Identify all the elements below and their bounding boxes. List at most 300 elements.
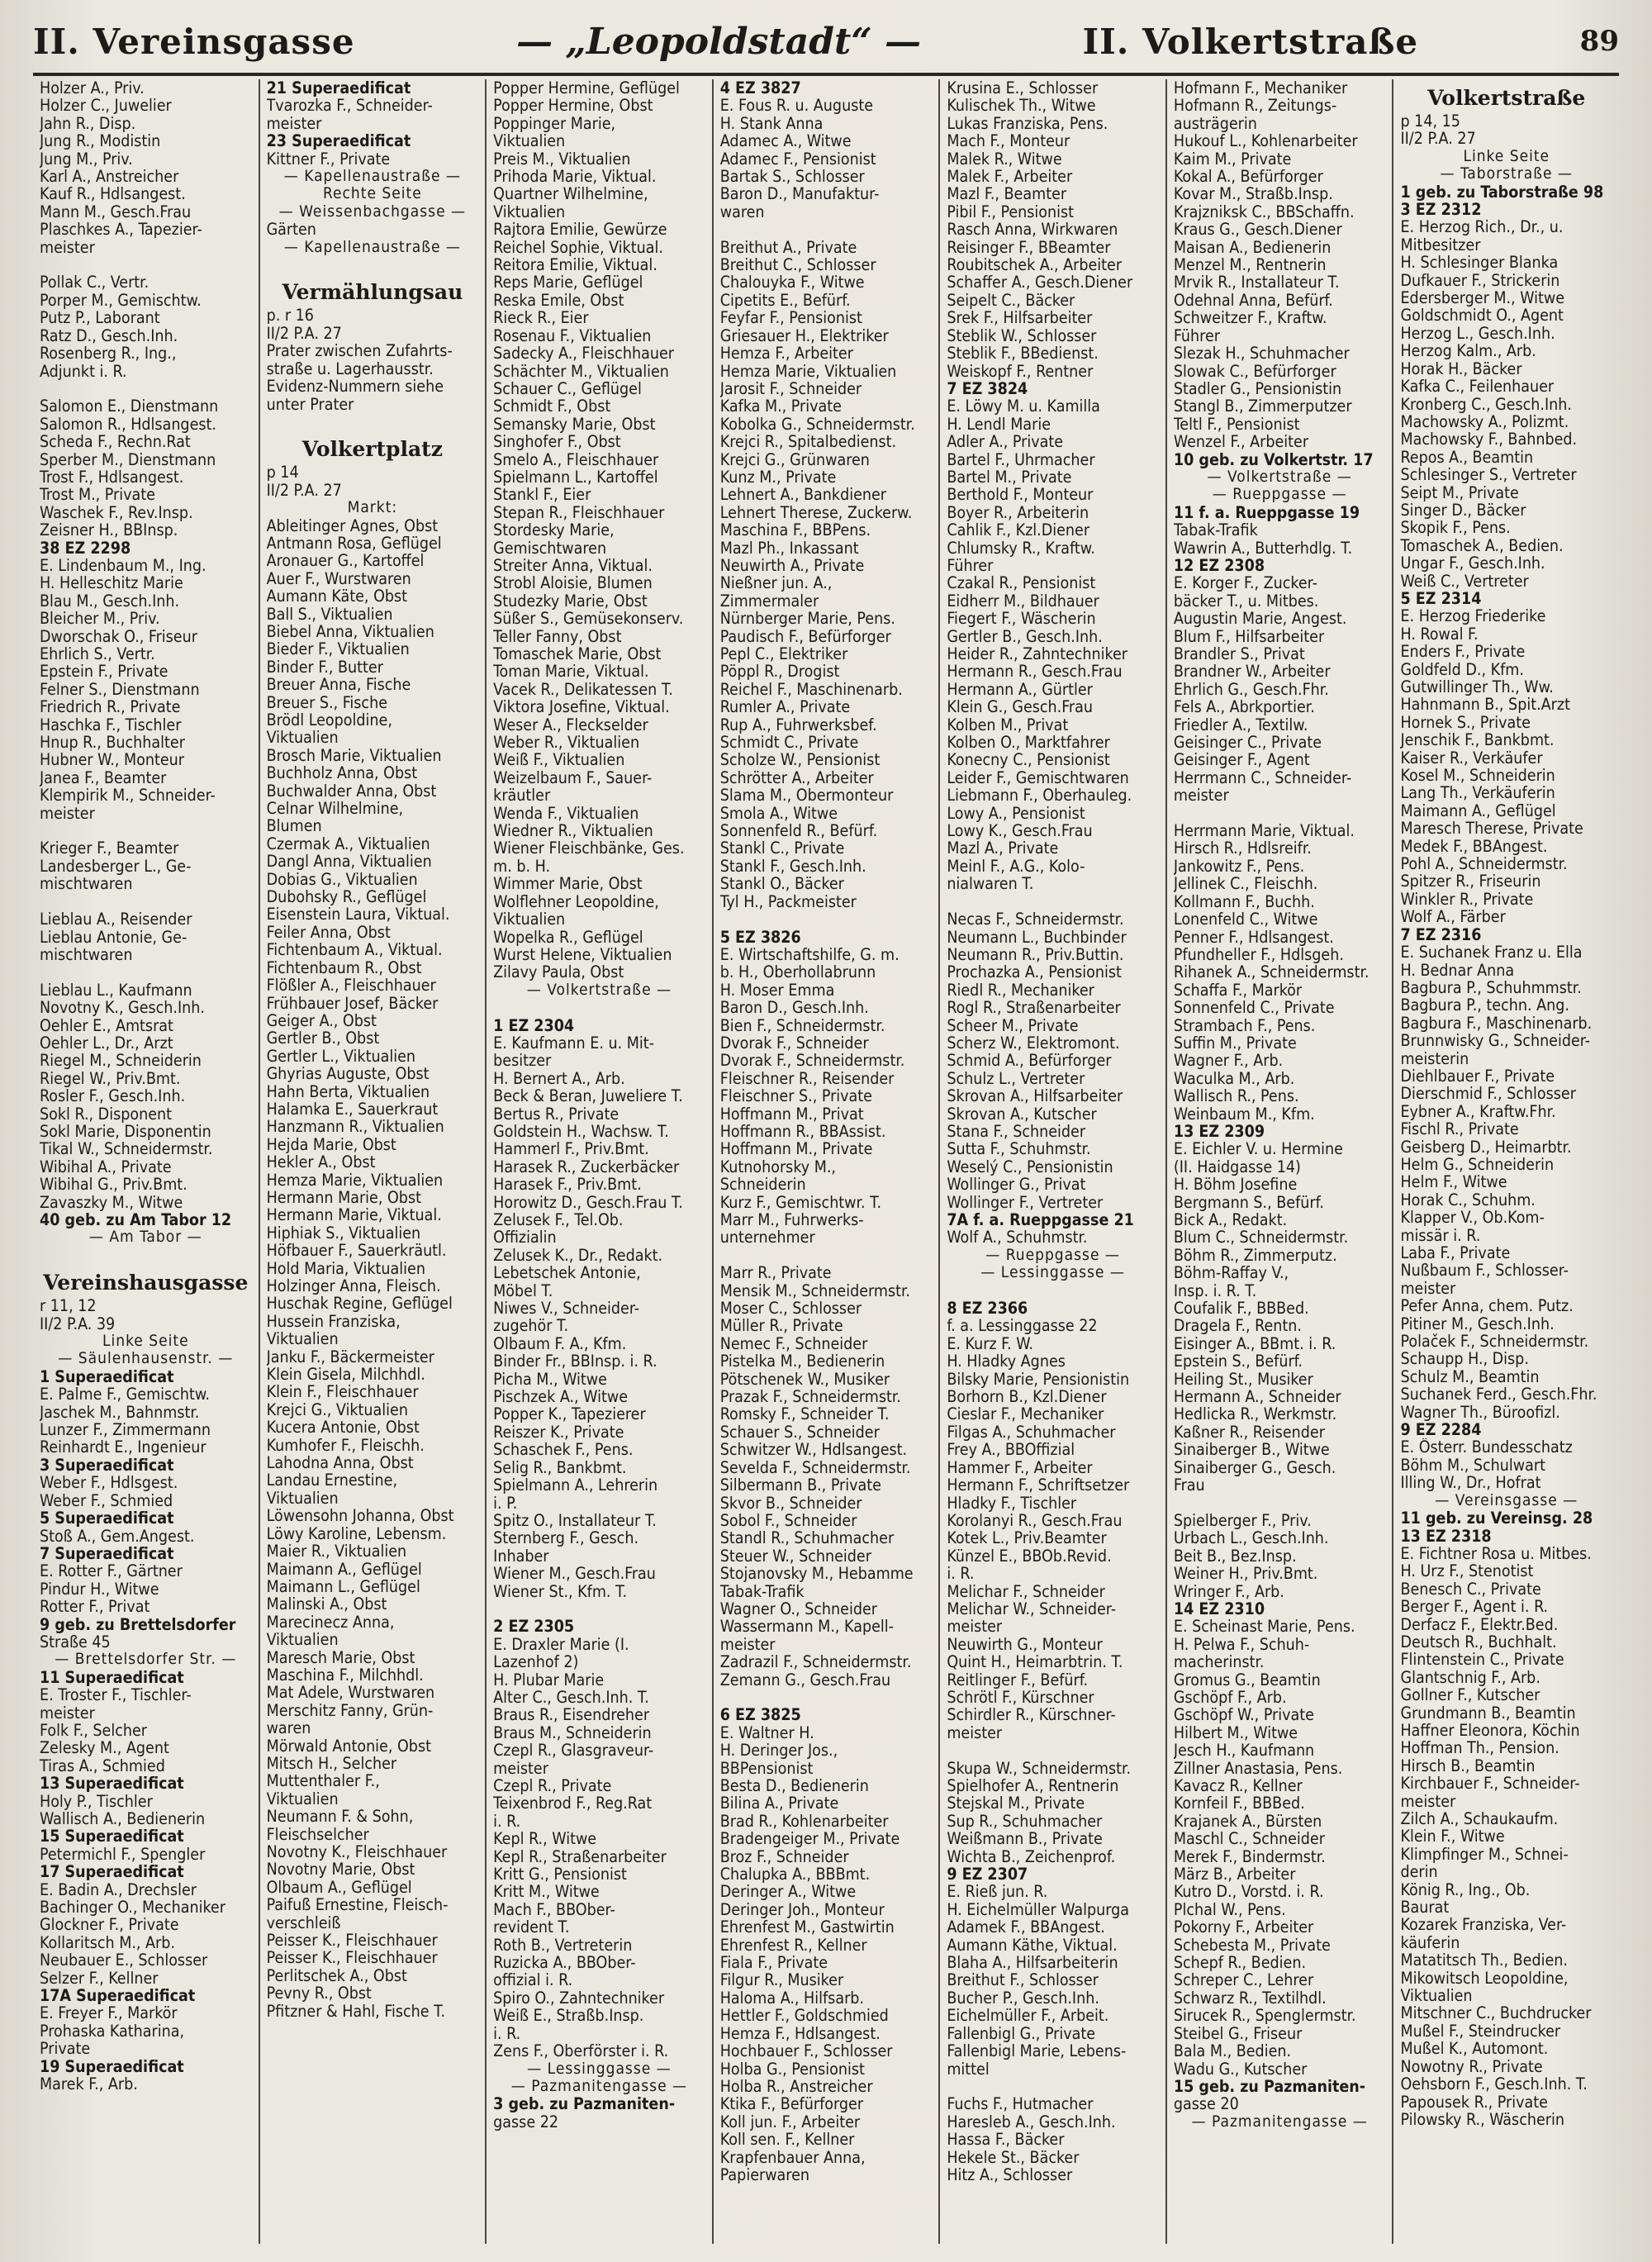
directory-entry: Jenschik F., Bankbmt. [1400, 731, 1555, 749]
directory-entry: Czakal R., Pensionist [947, 574, 1096, 592]
directory-entry: Kritt G., Pensionist [493, 1865, 627, 1884]
directory-entry: Necas F., Schneidermstr. [947, 910, 1124, 929]
directory-entry: Pischzek A., Witwe [493, 1388, 629, 1406]
column-3 [487, 79, 714, 2244]
directory-entry: Gschöpf W., Private [1173, 1706, 1314, 1724]
directory-entry: Adjunkt i. R. [40, 362, 127, 380]
directory-entry: Nürnberger Marie, Pens. [719, 610, 895, 628]
directory-entry: Müller R., Private [719, 1317, 843, 1335]
directory-entry: Klein F., Fleischhauer [266, 1383, 419, 1401]
directory-entry: 9 geb. zu Brettelsdorfer [40, 1615, 236, 1633]
directory-entry: Scheer M., Private [947, 1016, 1079, 1034]
directory-entry: II/2 P.A. 27 [1400, 130, 1476, 148]
directory-entry: Pfitzner & Hahl, Fische T. [266, 2002, 446, 2021]
directory-entry: Brosch Marie, Viktualien [266, 746, 442, 765]
directory-entry: Krieger F., Beamter [40, 839, 179, 858]
directory-entry: Mußel K., Automont. [1400, 2040, 1549, 2058]
directory-entry: Weiß C., Vertreter [1400, 572, 1529, 590]
directory-entry: Wadu G., Kutscher [1173, 2060, 1308, 2078]
directory-entry: f. a. Lessinggasse 22 [947, 1317, 1098, 1335]
directory-entry: Malek R., Witwe [947, 150, 1062, 169]
directory-entry: Reisinger F., BBeamter [947, 238, 1111, 257]
directory-entry: Mörwald Antonie, Obst [266, 1737, 431, 1755]
directory-entry: kräutler [493, 786, 551, 805]
directory-entry: Janea F., Beamter [40, 768, 167, 787]
directory-entry: Czepl R., Glasgraveur- [493, 1742, 654, 1760]
column-7 [1393, 79, 1619, 2244]
directory-entry: Rotter F., Privat [40, 1598, 150, 1616]
directory-entry: Aumann Käte, Obst [266, 587, 408, 606]
directory-entry: Löwensohn Johanna, Obst [266, 1507, 454, 1525]
directory-entry: Hassa F., Bäcker [947, 2131, 1065, 2149]
directory-entry: Scholze W., Pensionist [719, 751, 881, 769]
directory-entry: Flößler A., Fleischhauer [266, 977, 436, 995]
directory-entry: 3 Superaedificat [40, 1456, 174, 1475]
directory-entry: Weißmann B., Private [947, 1830, 1103, 1848]
directory-entry: Bleicher M., Priv. [40, 610, 160, 628]
directory-entry: Chalupka A., BBBmt. [719, 1865, 871, 1884]
directory-entry: Weizelbaum F., Sauer- [493, 768, 653, 787]
directory-entry: Wolflehner Leopoldine, [493, 892, 659, 911]
directory-entry: Frau [1173, 1476, 1205, 1495]
directory-entry: Pokorny F., Arbeiter [1173, 1918, 1314, 1936]
directory-entry: Studezky Marie, Obst [493, 592, 648, 611]
directory-entry: II/2 P.A. 39 [40, 1314, 116, 1333]
directory-entry: p 14, 15 [1400, 112, 1460, 131]
directory-entry: Eybner A., Kraftw.Fhr. [1400, 1102, 1556, 1121]
directory-entry: — Säulenhausenstr. — [58, 1350, 234, 1368]
directory-entry: Medek F., BBAngest. [1400, 837, 1548, 856]
directory-entry: Löwy Karoline, Lebensm. [266, 1524, 447, 1543]
directory-entry: meister [719, 1635, 776, 1654]
directory-entry: Rosenau F., Viktualien [493, 326, 652, 345]
directory-entry: Harasek R., Zuckerbäcker [493, 1157, 680, 1176]
directory-entry [493, 999, 705, 1016]
directory-entry: Horak H., Bäcker [1400, 359, 1522, 378]
directory-entry: i. P. [493, 1494, 518, 1512]
directory-entry: Helm F., Witwe [1400, 1173, 1507, 1191]
directory-entry: Hemza F., Hdlsangest. [719, 2024, 881, 2043]
directory-entry: Ball S., Viktualien [266, 605, 393, 623]
directory-entry: Wollinger G., Privat [947, 1176, 1086, 1194]
directory-entry: Fischl R., Private [1400, 1120, 1519, 1138]
directory-entry: Ktika F., Befürforger [719, 2095, 864, 2113]
directory-entry: unter Prater [266, 395, 354, 413]
directory-entry: Silbermann B., Private [719, 1476, 881, 1495]
directory-entry: Kaßner R., Reisender [1173, 1423, 1325, 1442]
directory-entry: 5 EZ 2314 [1400, 589, 1482, 608]
directory-entry [267, 256, 479, 273]
directory-entry: Novotny K., Gesch.Inh. [40, 999, 205, 1017]
directory-entry: Weiner H., Priv.Bmt. [1173, 1565, 1318, 1583]
directory-entry: Koll sen. F., Kellner [719, 2131, 855, 2149]
directory-entry: Strambach F., Pens. [1173, 1016, 1316, 1034]
directory-entry: meister [947, 1723, 1003, 1742]
directory-entry: Rieck R., Eier [493, 309, 589, 327]
directory-entry: Gollner F., Kutscher [1400, 1686, 1540, 1704]
directory-entry: Scheda F., Rechn.Rat [40, 433, 191, 451]
directory-entry: Wagner F., Arb. [1173, 1052, 1284, 1070]
directory-entry: Prochazka A., Pensionist [947, 963, 1122, 981]
directory-entry: Lowy A., Pensionist [947, 804, 1085, 823]
directory-entry: Insp. i. R. T. [1173, 1281, 1257, 1300]
directory-entry: Bilsky Marie, Pensionistin [947, 1370, 1130, 1389]
directory-entry: Leider F., Gemischtwaren [947, 768, 1129, 787]
directory-entry: Braus R., Eisendreher [493, 1706, 650, 1724]
directory-entry: Bien F., Schneidermstr. [719, 1016, 885, 1034]
directory-entry: Fuchs F., Hutmacher [947, 2095, 1094, 2113]
directory-entry: mittel [947, 2060, 990, 2078]
directory-entry: Lunzer F., Zimmermann [40, 1421, 211, 1439]
directory-entry: Pollak C., Vertr. [40, 273, 150, 292]
directory-entry: Reinhardt E., Ingenieur [40, 1438, 206, 1457]
directory-entry: Böhm-Raffay V., [1173, 1264, 1289, 1282]
directory-entry: Steblik F., BBedienst. [947, 345, 1099, 363]
directory-entry: Schmid A., Befürforger [947, 1052, 1112, 1070]
directory-entry: Maschina F., Milchhdl. [266, 1666, 424, 1685]
directory-entry: Benesch C., Private [1400, 1580, 1541, 1599]
directory-entry: 23 Superaedificat [266, 132, 411, 150]
directory-entry: Schaschek F., Pens. [493, 1441, 634, 1459]
directory-entry: Schebesta M., Private [1173, 1936, 1331, 1955]
directory-entry: meister [493, 1759, 548, 1777]
directory-entry: Stana F., Schneider [947, 1122, 1086, 1141]
directory-entry: Pfundheller F., Hdlsgeh. [1173, 945, 1344, 964]
directory-entry: Muttenthaler F., [266, 1772, 380, 1790]
directory-entry: Papierwaren [719, 2165, 810, 2184]
directory-entry: — Rueppgasse — [1212, 486, 1347, 504]
directory-entry: Penner F., Hdlsangest. [1173, 928, 1334, 946]
directory-entry: Tomaschek A., Bedien. [1400, 536, 1564, 555]
directory-entry: Laba F., Private [1400, 1244, 1511, 1262]
directory-entry: Viktualien [493, 202, 566, 221]
directory-entry: 11 geb. zu Vereinsg. 28 [1400, 1509, 1593, 1528]
directory-entry: Wimmer Marie, Obst [493, 875, 643, 893]
directory-entry: Fleischner R., Reisender [719, 1069, 895, 1088]
directory-entry: Kauf R., Hdlsangest. [40, 185, 186, 203]
directory-entry: Borhorn B., Kzl.Diener [947, 1388, 1107, 1406]
directory-entry: Bala M., Bedien. [1173, 2042, 1292, 2060]
directory-entry [720, 1247, 933, 1264]
directory-entry: Menzel M., Rentnerin [1173, 256, 1327, 274]
directory-entry: Eidherr M., Bildhauer [947, 592, 1099, 611]
directory-entry: Reitora Emilie, Viktual. [493, 256, 657, 274]
directory-entry: Koll jun. F., Arbeiter [719, 2112, 861, 2131]
directory-entry: Srek F., Hilfsarbeiter [947, 309, 1093, 327]
directory-entry: Hemza Marie, Viktualien [266, 1171, 444, 1189]
directory-entry: Haloma A., Hilfsarb. [719, 1989, 864, 2008]
directory-entry: Wolf A., Färber [1400, 908, 1506, 926]
directory-entry: Popper Hermine, Obst [493, 97, 653, 115]
directory-entry: Herzog L., Gesch.Inh. [1400, 324, 1555, 343]
directory-entry: Wiener St., Kfm. T. [493, 1582, 628, 1600]
directory-entry: Meinl F., A.G., Kolo- [947, 857, 1085, 876]
directory-entry: Nießner jun. A., [719, 574, 833, 592]
directory-entry: Buchholz Anna, Obst [266, 764, 418, 782]
directory-entry: Stojanovsky M., Hebamme [719, 1565, 914, 1583]
directory-entry: Konecny C., Pensionist [947, 751, 1110, 769]
directory-entry: Geiger A., Obst [266, 1011, 377, 1030]
directory-entry: Prazak F., Schneidermstr. [719, 1388, 901, 1406]
directory-entry: Pötschenek W., Musiker [719, 1370, 890, 1389]
directory-entry: Lazenhof 2) [493, 1653, 579, 1671]
directory-entry: Skvor B., Schneider [719, 1494, 862, 1512]
directory-entry: Dangl Anna, Viktualien [266, 853, 432, 871]
directory-entry: König R., Ing., Ob. [1400, 1880, 1531, 1899]
directory-entry: 7 EZ 2316 [1400, 925, 1482, 944]
directory-entry: Inhaber [493, 1547, 549, 1566]
directory-entry: Putz P., Laborant [40, 309, 160, 327]
directory-entry: Hoffman Th., Pension. [1400, 1739, 1559, 1757]
directory-entry: Schreper C., Lehrer [1173, 1971, 1314, 1989]
directory-entry: Schlesinger S., Vertreter [1400, 466, 1577, 484]
directory-entry: Reichel F., Maschinenarb. [719, 680, 903, 699]
directory-entry: meister [266, 114, 322, 133]
directory-entry: Kumhofer F., Fleischh. [266, 1436, 425, 1455]
directory-entry: Grundmann B., Beamtin [1400, 1704, 1576, 1722]
directory-entry: Hettler F., Goldschmied [719, 2007, 889, 2025]
directory-entry: Baurat [1400, 1898, 1450, 1917]
directory-entry: Brandner W., Arbeiter [1173, 663, 1331, 681]
directory-entry: 15 Superaedificat [40, 1827, 184, 1846]
directory-entry: Matatitsch Th., Bedien. [1400, 1951, 1568, 1970]
directory-entry: Eisinger A., BBmt. i. R. [1173, 1334, 1336, 1353]
directory-entry: Klempirik M., Schneider- [40, 786, 216, 805]
directory-entry: Gertler L., Viktualien [266, 1047, 416, 1066]
directory-entry: b. H., Oberhollabrunn [719, 963, 876, 981]
directory-entry: mischtwaren [40, 875, 133, 893]
directory-entry: Vacek R., Delikatessen T. [493, 680, 673, 699]
directory-entry: Mann M., Gesch.Frau [40, 202, 192, 221]
directory-entry: Hermann F., Schriftsetzer [947, 1476, 1130, 1495]
directory-entry: Gromus G., Beamtin [1173, 1670, 1321, 1689]
directory-entry: BBPensionist [719, 1759, 814, 1777]
directory-entry: Schaffa F., Markör [1173, 981, 1303, 1000]
directory-entry: Tiras A., Schmied [40, 1756, 165, 1775]
directory-entry: Klimpfinger M., Schnei- [1400, 1845, 1569, 1864]
directory-entry: Streiter Anna, Viktual. [493, 556, 653, 575]
directory-entry [947, 1282, 1159, 1300]
directory-entry: Rechte Seite [322, 185, 422, 203]
directory-entry: Oehsborn F., Gesch.Inh. T. [1400, 2075, 1588, 2093]
directory-entry: Stankl F., Gesch.Inh. [719, 857, 866, 876]
directory-entry: Zelusek K., Dr., Redakt. [493, 1246, 663, 1265]
directory-entry: Sinaiberger B., Witwe [1173, 1441, 1330, 1459]
directory-entry: Sadecky A., Fleischhauer [493, 345, 674, 363]
directory-entry: Sternberg F., Gesch. [493, 1529, 639, 1547]
directory-entry: m. b. H. [493, 857, 551, 876]
directory-entry: Krejci R., Spitalbedienst. [719, 433, 897, 451]
directory-entry: Bartel F., Uhrmacher [947, 450, 1095, 468]
directory-entry: Hold Maria, Viktualien [266, 1259, 425, 1277]
directory-entry: Peisser K., Fleischhauer [266, 1949, 438, 1967]
directory-entry: Viktualien [266, 1789, 339, 1808]
directory-entry [40, 256, 252, 273]
directory-entry [947, 2078, 1159, 2095]
directory-entry: Wassermann M., Kapell- [719, 1618, 894, 1636]
directory-entry: Brödl Leopoldine, [266, 711, 392, 729]
directory-entry: Haffner Eleonora, Köchin [1400, 1721, 1580, 1740]
directory-entry: Breuer Anna, Fische [266, 676, 411, 694]
directory-entry: Lieblau Antonie, Ge- [40, 928, 188, 946]
directory-entry: Berger F., Agent i. R. [1400, 1598, 1549, 1616]
directory-entry: Kraus G., Gesch.Diener [1173, 221, 1342, 239]
directory-entry: Zadrazil F., Schneidermstr. [719, 1653, 912, 1671]
directory-entry: Bucher P., Gesch.Inh. [947, 1989, 1099, 2008]
directory-entry: Kittner F., Private [266, 150, 391, 169]
directory-entry: Skrovan A., Kutscher [947, 1105, 1097, 1123]
directory-entry: Fallenbigl G., Private [947, 2024, 1096, 2043]
directory-entry: Brad R., Kohlenarbeiter [719, 1812, 889, 1831]
directory-entry: Skopik F., Pens. [1400, 519, 1511, 537]
directory-entry: Slama M., Obermonteur [719, 786, 894, 805]
directory-entry: Rogl R., Straßenarbeiter [947, 999, 1121, 1017]
directory-entry: Felner S., Dienstmann [40, 680, 200, 699]
directory-entry: Hnup R., Buchhalter [40, 734, 185, 752]
directory-entry: Holba R., Anstreicher [719, 2077, 873, 2096]
directory-entry: Bertus R., Private [493, 1105, 620, 1123]
directory-entry: Moser C., Schlosser [719, 1300, 862, 1318]
directory-entry: E. Korger F., Zucker- [1173, 574, 1317, 592]
directory-entry: Hermann A., Schneider [1173, 1388, 1341, 1406]
directory-entry: Nußbaum F., Schlosser- [1400, 1262, 1569, 1280]
directory-entry: Liebmann F., Oberhauleg. [947, 786, 1132, 805]
directory-entry: Melichar F., Schneider [947, 1582, 1105, 1600]
directory-entry: 12 EZ 2308 [1173, 556, 1265, 575]
directory-entry: i. R. [493, 1812, 521, 1831]
directory-entry: Klein G., Gesch.Frau [947, 698, 1093, 716]
directory-entry: Prihoda Marie, Viktual. [493, 168, 657, 186]
directory-entry: Ehrlich S., Vertr. [40, 645, 155, 663]
directory-entry: revident T. [493, 1918, 570, 1936]
directory-entry: Zavaszky M., Witwe [40, 1193, 183, 1211]
directory-entry: Pindur H., Witwe [40, 1580, 159, 1599]
directory-entry: H. Deringer Jos., [719, 1742, 838, 1760]
directory-entry: Klapper V., Ob.Kom- [1400, 1209, 1545, 1227]
directory-entry: Chlumsky R., Kraftw. [947, 539, 1095, 557]
directory-entry [40, 963, 252, 981]
directory-entry: Führer [1173, 326, 1220, 345]
directory-entry: Vereinshausgasse [43, 1271, 249, 1295]
directory-entry: Cahlik F., Kzl.Diener [947, 521, 1090, 539]
directory-entry: Eisenstein Laura, Viktual. [266, 905, 450, 924]
directory-entry: mischtwaren [40, 945, 133, 964]
directory-entry: Tvarozka F., Schneider- [266, 97, 433, 115]
directory-entry: Tabak-Trafik [719, 1582, 805, 1600]
directory-entry: Preis M., Viktualien [493, 150, 631, 169]
directory-entry: Helm G., Schneiderin [1400, 1155, 1555, 1174]
directory-entry: Holba G., Pensionist [719, 2060, 865, 2078]
directory-entry: Stordesky Marie, [493, 521, 615, 539]
directory-entry: E. Fichtner Rosa u. Mitbes. [1400, 1544, 1592, 1563]
directory-entry: Slezak H., Schuhmacher [1173, 345, 1350, 363]
directory-entry: Mazl Ph., Inkassant [719, 539, 859, 557]
directory-entry: Pilowsky R., Wäscherin [1400, 2110, 1564, 2129]
directory-entry: Zilch A., Schaukaufm. [1400, 1810, 1559, 1828]
directory-entry: Janku F., Bäckermeister [266, 1347, 434, 1366]
directory-entry [40, 822, 252, 839]
directory-entry: (II. Haidgasse 14) [1173, 1157, 1301, 1176]
directory-entry: Hiphiak S., Viktualien [266, 1224, 421, 1243]
directory-entry: Nowotny R., Private [1400, 2057, 1543, 2076]
directory-entry: Zelusek F., Tel.Ob. [493, 1211, 624, 1229]
directory-entry: Maschl C., Schneider [1173, 1830, 1325, 1848]
directory-entry: Slowak C., Befürforger [1173, 362, 1336, 380]
directory-entry: Jankowitz F., Pens. [1173, 857, 1305, 876]
directory-entry: Maimann A., Geflügel [266, 1560, 422, 1578]
directory-entry: Melichar W., Schneider- [947, 1599, 1117, 1618]
directory-entry: Lehnert A., Bankdiener [719, 486, 887, 504]
directory-entry: 17 Superaedificat [40, 1863, 184, 1881]
directory-entry: Geisinger C., Private [1173, 734, 1322, 752]
directory-entry: Lowy K., Gesch.Frau [947, 822, 1093, 840]
directory-entry: Waschek F., Rev.Insp. [40, 503, 193, 522]
directory-entry: Kollmann F., Buchh. [1173, 892, 1315, 911]
directory-entry: Bilina A., Private [719, 1794, 839, 1813]
directory-entry: Dubohsky R., Geflügel [266, 888, 427, 906]
directory-entry: 5 EZ 3826 [719, 928, 801, 946]
directory-entry: E. Palme F., Gemischtw. [40, 1385, 210, 1404]
directory-entry: Kulischek Th., Witwe [947, 97, 1096, 115]
directory-entry: Neubauer E., Schlosser [40, 1951, 208, 1970]
directory-entry: Quint H., Heimarbtrin. T. [947, 1653, 1123, 1671]
directory-entry: H. Lendl Marie [947, 415, 1051, 434]
directory-entry: Schrötter A., Arbeiter [719, 768, 874, 787]
directory-entry: Steuer W., Schneider [719, 1547, 871, 1566]
directory-entry: Machowsky F., Bahnbed. [1400, 430, 1578, 449]
directory-entry: Landau Ernestine, [266, 1471, 398, 1490]
directory-entry: Adamec A., Witwe [719, 132, 852, 150]
directory-entry: — Lessinggasse — [527, 2060, 672, 2078]
directory-entry: 38 EZ 2298 [40, 539, 131, 557]
directory-entry: Sonnenfeld C., Private [1173, 999, 1335, 1017]
directory-entry: Porper M., Gemischtw. [40, 291, 202, 310]
directory-entry [720, 910, 933, 928]
directory-entry: 19 Superaedificat [40, 2057, 184, 2076]
directory-entry: Schwitzer W., Hdlsangest. [719, 1441, 908, 1459]
directory-entry: Picha M., Witwe [493, 1370, 607, 1389]
directory-entry: Merschitz Fanny, Grün- [266, 1701, 434, 1720]
directory-entry: Popper K., Tapezierer [493, 1405, 646, 1423]
directory-entry: 21 Superaedificat [266, 79, 411, 97]
directory-entry: Trost F., Hdlsangest. [40, 468, 184, 487]
directory-entry: Alter C., Gesch.Inh. T. [493, 1688, 649, 1707]
directory-entry: Cieslar F., Mechaniker [947, 1405, 1104, 1423]
directory-entry: Peisser K., Fleischhauer [266, 1932, 438, 1950]
directory-entry: Lebetschek Antonie, [493, 1264, 641, 1282]
directory-entry: Merek F., Bindermstr. [1173, 1847, 1326, 1866]
directory-entry: Weinbaum M., Kfm. [1173, 1105, 1315, 1123]
directory-entry: Jesch H., Kaufmann [1173, 1742, 1315, 1760]
directory-entry: — Taborstraße — [1440, 165, 1574, 183]
directory-entry: Wringer F., Arb. [1173, 1582, 1284, 1600]
directory-entry: Kritt M., Witwe [493, 1883, 600, 1901]
directory-entry: Adler A., Private [947, 433, 1064, 451]
directory-entry: Glockner F., Private [40, 1916, 179, 1934]
directory-entry: Bagbura P., Schuhmmstr. [1400, 978, 1582, 997]
directory-entry: Brunnwisky G., Schneider- [1400, 1032, 1591, 1050]
directory-entry: 15 geb. zu Pazmaniten- [1173, 2077, 1366, 2096]
directory-entry: Vermählungsau [282, 280, 463, 305]
directory-entry: Coufalik F., BBBed. [1173, 1300, 1309, 1318]
directory-entry: Hermann Marie, Viktual. [266, 1206, 442, 1224]
directory-entry: Neumann L., Buchbinder [947, 928, 1127, 946]
directory-entry: Odehnal Anna, Befürf. [1173, 291, 1333, 310]
directory-entry: Böhm R., Zimmerputz. [1173, 1246, 1337, 1265]
directory-entry: 13 Superaedificat [40, 1775, 184, 1793]
directory-entry: Trost M., Private [40, 486, 155, 504]
directory-entry: Hofmann R., Zeitungs- [1173, 97, 1337, 115]
